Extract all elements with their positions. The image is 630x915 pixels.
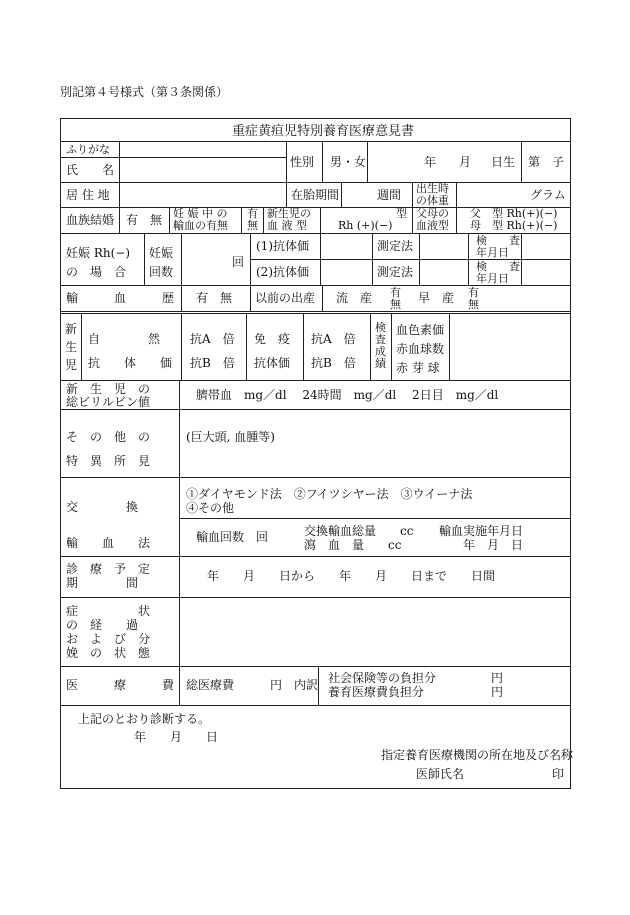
birth-weight-label-2: の体重 (416, 194, 449, 207)
birth-year: 年 (424, 155, 437, 169)
treatment-period-label-2: 期 間 (66, 576, 139, 590)
parent-blood-label-2: 血液型 (416, 219, 449, 232)
pregnancy-rh-label-1: 妊娠 Rh(−) (66, 246, 130, 260)
newborn-vertical-2: 生 (65, 340, 78, 354)
newborn-blood-label-1: 新生児の (267, 207, 311, 220)
total-medical-cost: 総医療費 円 内訳 (186, 678, 319, 692)
other-findings-label-2: 特 異 所 見 (66, 454, 151, 468)
newborn-type-unit: 型 (396, 207, 407, 220)
immune-anti-b: 抗B 倍 (311, 356, 356, 370)
antibody-titer-1-label: (1)抗体価 (256, 239, 309, 253)
pregnancy-transfusion-label-1: 妊 娠 中 の (173, 207, 228, 220)
test-date-1-label-1: 検 査 (476, 234, 520, 247)
insurance-share-yen: 円 (491, 671, 504, 685)
birth-day: 日生 (491, 155, 516, 169)
sex-options: 男・女 (330, 155, 367, 169)
other-findings-label-1: そ の 他 の (66, 430, 151, 444)
miscarriage-yes: 有 (390, 286, 401, 299)
antibody-titer-2-label: (2)抗体価 (256, 265, 309, 279)
pregnancy-transfusion-label-2: 輸血の有無 (173, 219, 228, 232)
newborn-vertical-1: 新 (65, 322, 78, 336)
test-date-1-label-2: 年月日 (476, 246, 509, 259)
diagnosis-statement: 上記のとおり診断する。 (78, 712, 211, 726)
miscarriage-label: 流 産 (336, 291, 373, 305)
premature-yes: 有 (468, 286, 479, 299)
bilirubin-values: 臍帯血 mg／dl 24時間 mg／dl 2日目 mg／dl (196, 388, 499, 402)
miscarriage-no: 無 (390, 298, 401, 311)
sex-label: 性別 (290, 155, 315, 169)
parent-blood-label-1: 父母の (416, 207, 449, 220)
exam-vertical-2: 査 (375, 333, 386, 346)
bilirubin-label-1: 新 生 児 の (66, 382, 151, 396)
pregnancy-transfusion-yes: 有 (247, 207, 258, 220)
pregnancy-transfusion-no: 無 (247, 219, 258, 232)
hemoglobin-label: 血色素価 (396, 323, 445, 337)
exchange-total-volume: 交換輸血総量 cc (304, 524, 414, 538)
pregnancy-count-label-1: 妊娠 (149, 246, 174, 260)
gestation-label: 在胎期間 (291, 188, 340, 202)
transfusion-history-options: 有 無 (196, 291, 233, 305)
newborn-vertical-3: 児 (65, 358, 78, 372)
measurement-method-2-label: 測定法 (377, 265, 414, 279)
immune-titer-label: 抗体価 (254, 356, 291, 370)
transfusion-methods-1: ①ダイヤモンド法 ②フイツシヤー法 ③ウイーナ法 (186, 487, 473, 501)
exam-vertical-4: 績 (375, 357, 386, 370)
exam-vertical-1: 検 (375, 321, 386, 334)
measurement-method-1-label: 測定法 (377, 239, 414, 253)
gram-unit: グラム (530, 188, 566, 202)
pregnancy-rh-label-2: の 場 合 (66, 265, 127, 279)
birth-weight-label-1: 出生時 (416, 182, 449, 195)
newborn-blood-label-2: 血 液 型 (267, 219, 307, 232)
natural-anti-a: 抗A 倍 (190, 332, 235, 346)
furigana-label: ふりがな (66, 143, 110, 156)
newborn-rh: Rh (+)(−) (338, 219, 393, 232)
natural-anti-b: 抗B 倍 (190, 356, 235, 370)
institution-label: 指定養育医療機関の所在地及び名称 (381, 748, 574, 762)
name-label: 氏 名 (66, 163, 115, 177)
test-date-2-label-1: 検 査 (476, 260, 520, 273)
mother-blood-type: 母 型 Rh(+)(−) (470, 219, 558, 232)
insurance-share-label: 社会保険等の負担分 (328, 671, 437, 685)
exam-vertical-3: 成 (375, 345, 386, 358)
transfusion-count: 輸血回数 回 (196, 530, 269, 544)
transfusion-history-label: 輸 血 歴 (66, 291, 175, 305)
immune-label: 免 疫 (254, 332, 291, 346)
birth-month: 月 (459, 155, 472, 169)
form-title: 重症黄疸児特別養育医療意見書 (232, 124, 415, 139)
reticulocyte-label: 赤 芽 球 (396, 361, 440, 375)
form-reference: 別記第４号様式（第３条関係） (60, 85, 229, 99)
other-findings-content: (巨大頭, 血腫等) (186, 430, 275, 444)
symptoms-label-1: 症 状 (66, 604, 151, 618)
natural-label: 自 然 (88, 332, 161, 346)
father-blood-type: 父 型 Rh(+)(−) (470, 207, 558, 220)
test-date-2-label-2: 年月日 (476, 272, 509, 285)
premature-label: 早 産 (418, 291, 455, 305)
weeks-unit: 週間 (377, 188, 402, 202)
symptoms-label-4: 娩 の 状 態 (66, 646, 151, 660)
public-share-label: 養育医療費負担分 (328, 685, 425, 699)
medical-cost-label: 医 療 費 (66, 678, 175, 692)
transfusion-date-label: 輸血実施年月日 (439, 524, 524, 538)
child-order: 第 子 (528, 155, 565, 169)
antibody-titer-label: 抗 体 価 (88, 356, 173, 370)
exchange-transfusion-label-1: 交 換 (66, 500, 139, 514)
address-label: 居 住 地 (66, 188, 110, 202)
treatment-period-label-1: 診 療 予 定 (66, 562, 151, 576)
diagnosis-date: 年 月 日 (134, 730, 219, 744)
doctor-name-label: 医師氏名 (416, 767, 465, 781)
exchange-transfusion-label-2: 輸 血 法 (66, 536, 151, 550)
previous-birth-label: 以前の出産 (255, 291, 316, 305)
seal-label: 印 (552, 767, 565, 781)
consanguinity-label: 血族結婚 (66, 213, 115, 227)
transfusion-methods-2: ④その他 (186, 501, 235, 515)
symptoms-label-3: お よ び 分 (66, 632, 151, 646)
phlebotomy-volume: 瀉 血 量 cc (304, 538, 402, 552)
pregnancy-count-label-2: 回数 (149, 265, 174, 279)
premature-no: 無 (468, 298, 479, 311)
immune-anti-a: 抗A 倍 (311, 332, 356, 346)
consanguinity-options: 有 無 (126, 213, 163, 227)
symptoms-label-2: の 経 過 (66, 618, 139, 632)
rbc-label: 赤血球数 (396, 342, 445, 356)
treatment-period-content: 年 月 日から 年 月 日まで 日間 (207, 569, 496, 583)
pregnancy-times-unit: 回 (232, 255, 245, 269)
bilirubin-label-2: 総ビリルビン値 (66, 395, 151, 409)
public-share-yen: 円 (491, 685, 504, 699)
transfusion-date-value: 年 月 日 (463, 538, 524, 552)
